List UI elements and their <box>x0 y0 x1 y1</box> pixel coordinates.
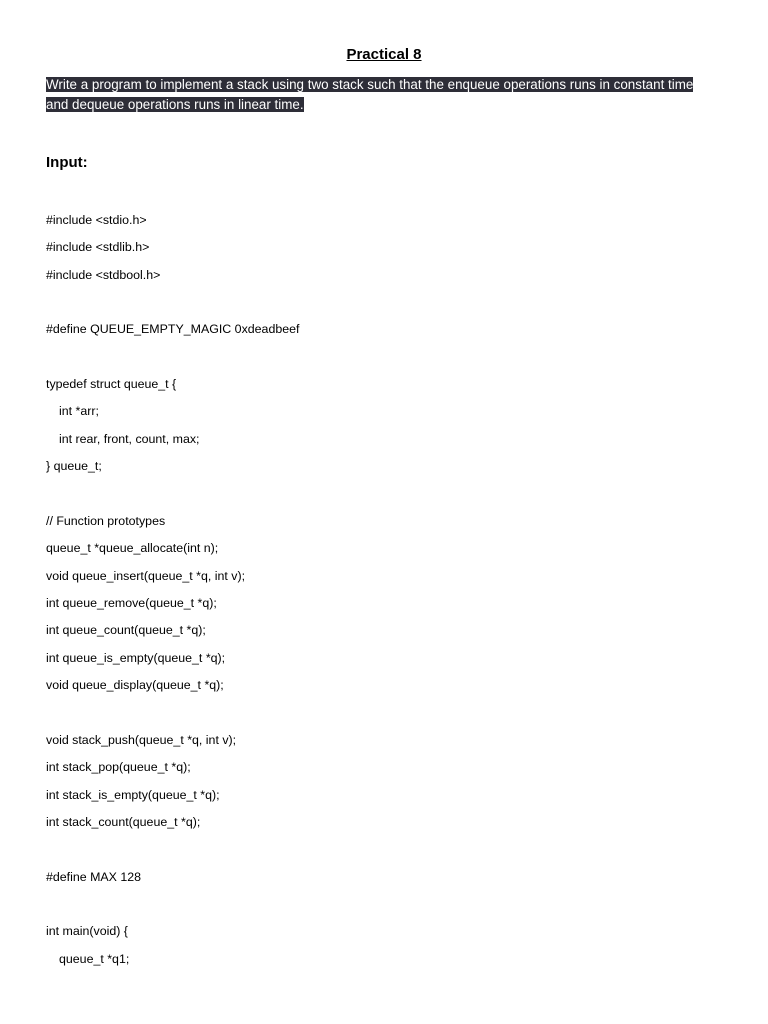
question-text <box>46 75 716 115</box>
code-line: int stack_pop(queue_t *q); <box>46 760 191 774</box>
code-line: // Function prototypes <box>46 514 166 528</box>
page-title: Practical 8 <box>346 46 422 63</box>
code-line: int stack_count(queue_t *q); <box>46 815 201 829</box>
code-line: #define QUEUE_EMPTY_MAGIC 0xdeadbeef <box>46 322 300 336</box>
code-line: } queue_t; <box>46 459 102 473</box>
code-line: queue_t *q1; <box>59 952 130 966</box>
code-line: int queue_is_empty(queue_t *q); <box>46 651 226 665</box>
code-line: void stack_push(queue_t *q, int v); <box>46 733 237 747</box>
code-line: #include <stdlib.h> <box>46 240 150 254</box>
input-heading: Input: <box>46 154 88 171</box>
code-line: #define MAX 128 <box>46 870 142 884</box>
code-line: int *arr; <box>59 404 99 418</box>
code-line: #include <stdio.h> <box>46 213 147 227</box>
code-line: int stack_is_empty(queue_t *q); <box>46 788 220 802</box>
highlighted-question: Write a program to implement a stack using two stack such that the enqueue operations runs in constant time and dequeue operations runs in linear time. <box>46 77 694 112</box>
code-line: void queue_display(queue_t *q); <box>46 678 224 692</box>
code-line: int rear, front, count, max; <box>59 432 200 446</box>
code-line: int queue_remove(queue_t *q); <box>46 596 217 610</box>
code-line: queue_t *queue_allocate(int n); <box>46 541 219 555</box>
code-line: int queue_count(queue_t *q); <box>46 623 206 637</box>
code-line: #include <stdbool.h> <box>46 268 161 282</box>
code-line: void queue_insert(queue_t *q, int v); <box>46 569 246 583</box>
code-line: typedef struct queue_t { <box>46 377 177 391</box>
code-line: int main(void) { <box>46 924 128 938</box>
